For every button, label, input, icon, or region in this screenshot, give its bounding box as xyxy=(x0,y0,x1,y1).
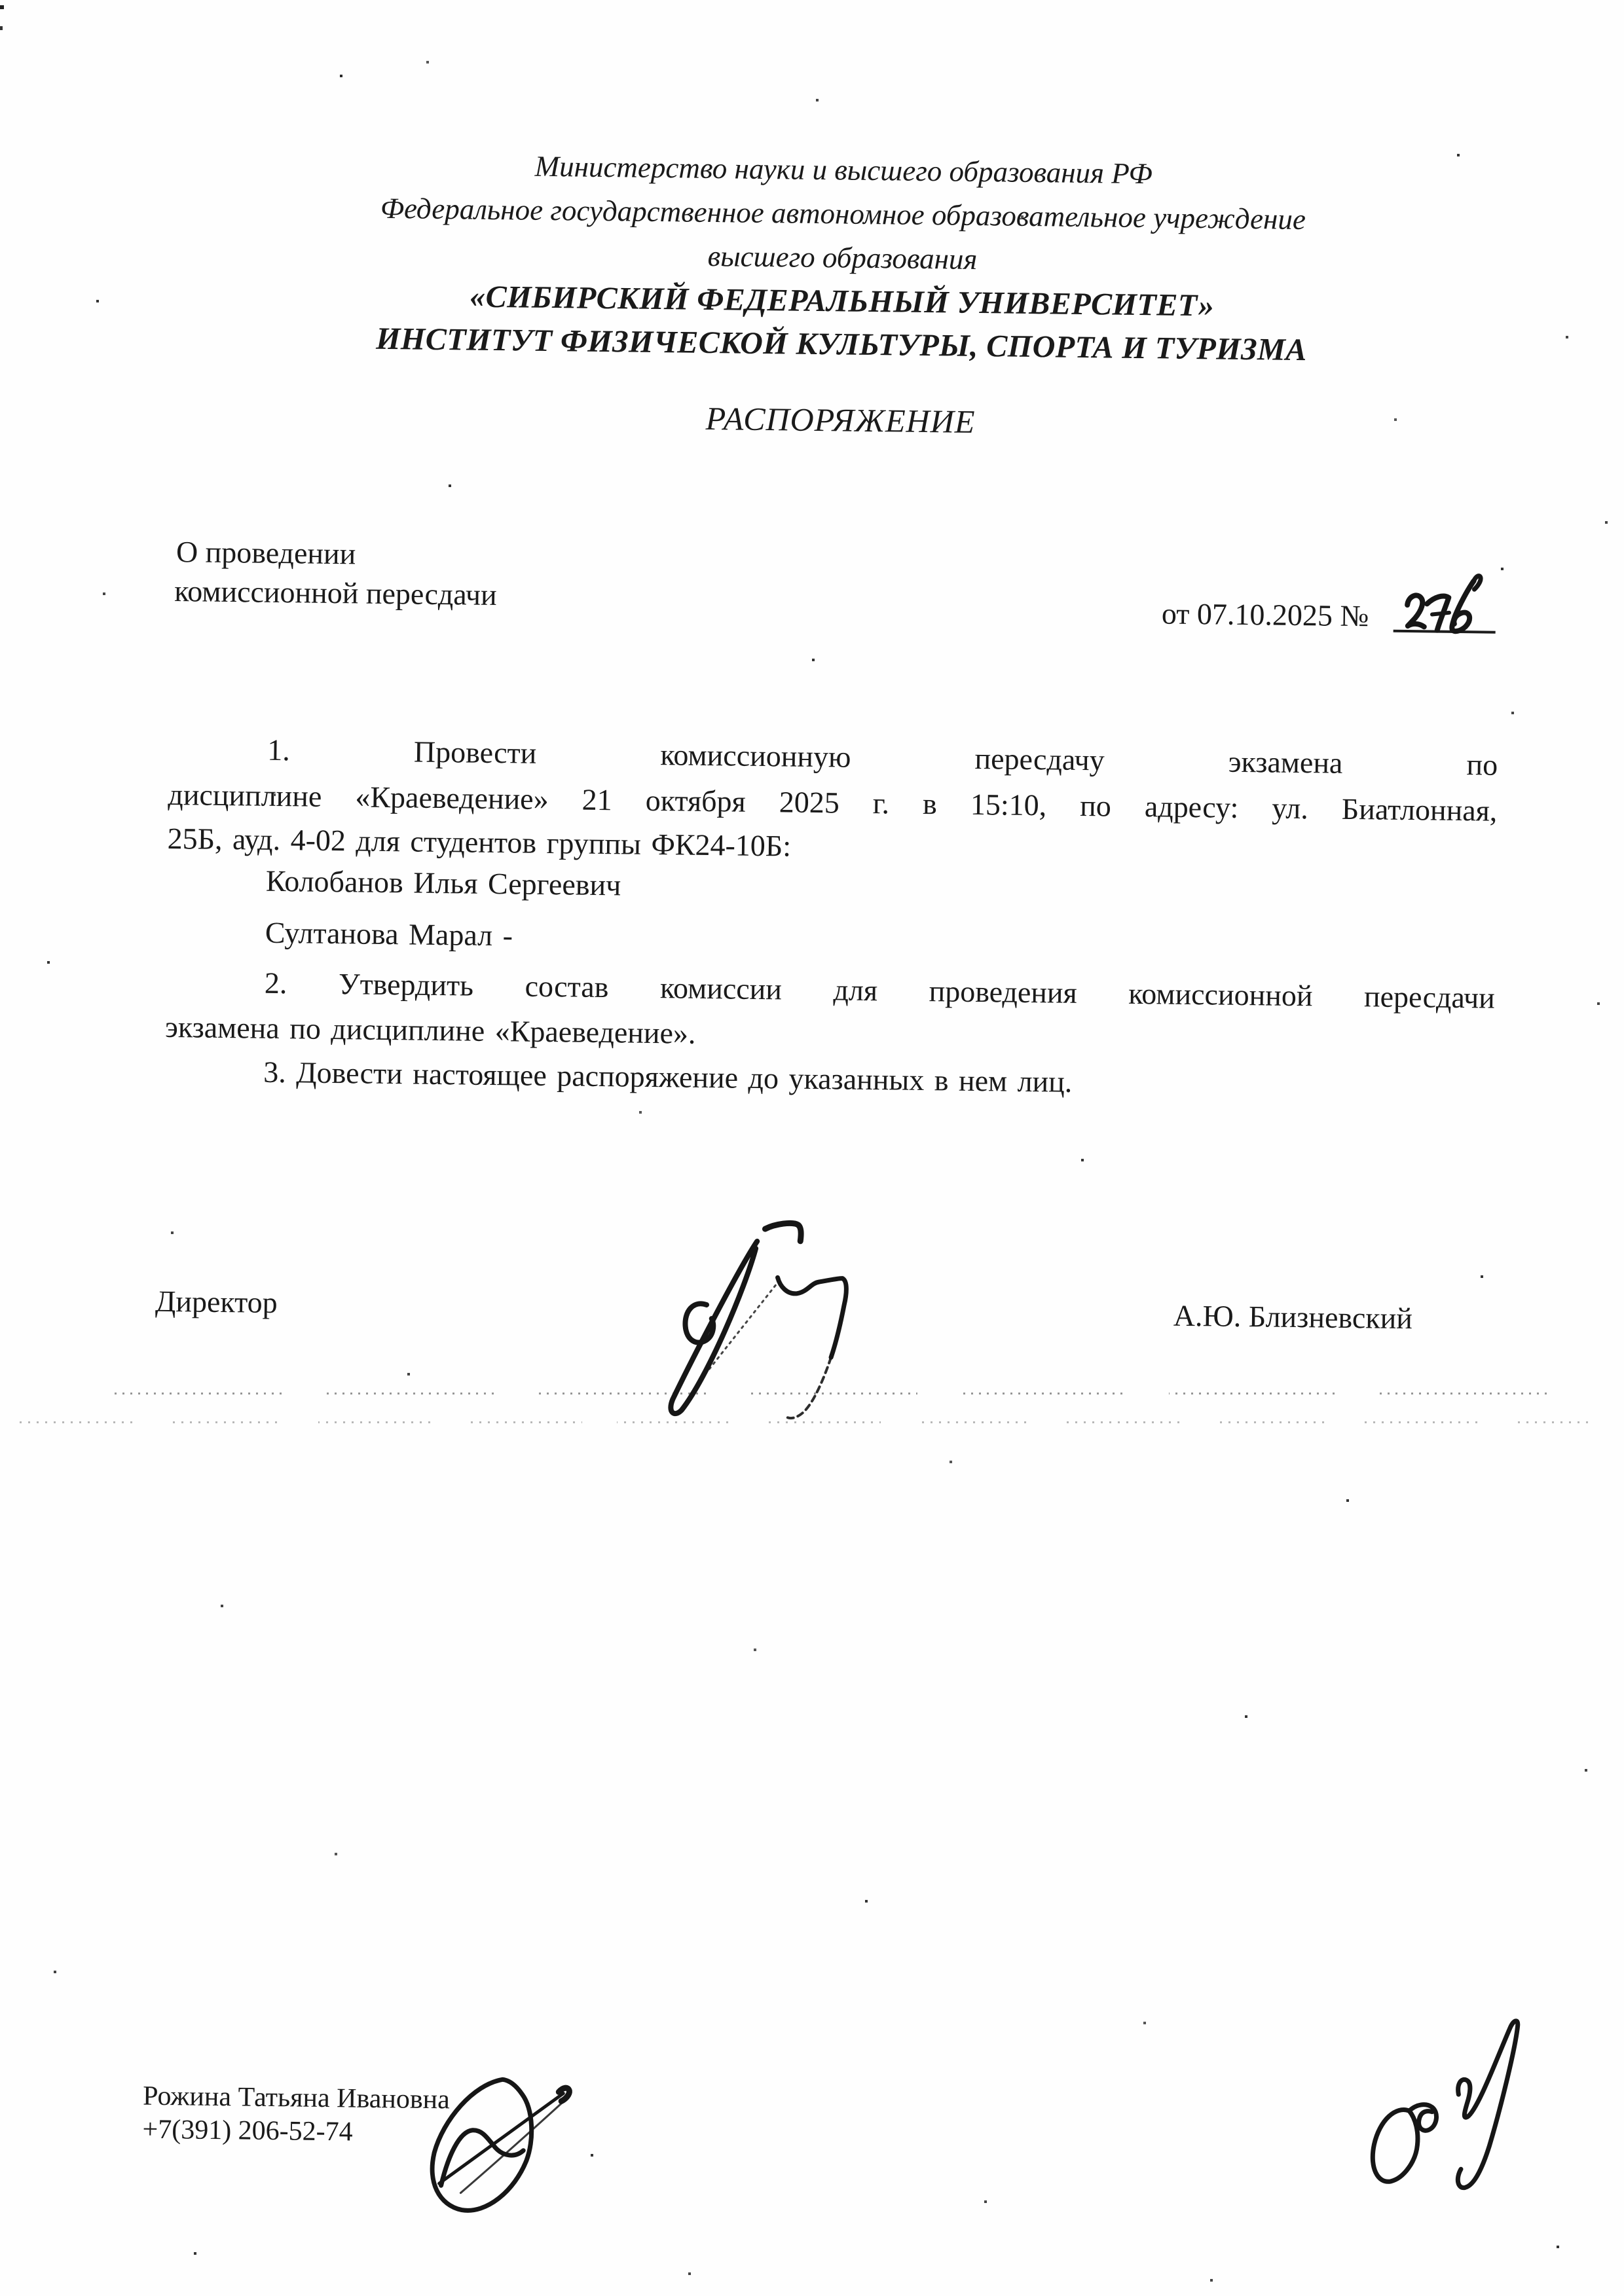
director-title: Директор xyxy=(155,1284,278,1320)
subject-line-2: комиссионной пересдачи xyxy=(174,574,497,612)
body-item1-line2: дисциплине «Краеведение» 21 октября 2025 г. в 15:10, по адресу: ул. Биатлонная, xyxy=(168,777,1498,828)
doc-type-title: РАСПОРЯЖЕНИЕ xyxy=(705,399,976,440)
institute-name: ИНСТИТУТ ФИЗИЧЕСКОЙ КУЛЬТУРЫ, СПОРТА И ТУРИЗМА xyxy=(375,321,1308,368)
ministry-line-1: Министерство науки и высшего образования РФ xyxy=(534,149,1153,191)
body-item1-line1: 1. Провести комиссионную пересдачу экзамена по xyxy=(267,733,1498,782)
university-name: «СИБИРСКИЙ ФЕДЕРАЛЬНЫЙ УНИВЕРСИТЕТ» xyxy=(469,279,1215,323)
student-name-2: Султанова Марал - xyxy=(265,915,513,953)
doc-number-handwritten xyxy=(1375,557,1572,665)
letterhead xyxy=(29,138,1624,376)
registrar-paraph-signature xyxy=(1359,2007,1525,2198)
subject-line-1: О проведении xyxy=(175,535,356,571)
director-name: А.Ю. Близневский xyxy=(1173,1298,1413,1336)
issue-date-line: от 07.10.2025 № xyxy=(1161,596,1369,633)
contact-phone: +7(391) 206-52-74 xyxy=(142,2114,353,2147)
director-signature xyxy=(644,1196,896,1448)
body-item2-line1: 2. Утвердить состав комиссии для проведения комиссионной пересдачи xyxy=(264,966,1496,1015)
scan-artifact-line-2 xyxy=(20,1421,1591,1423)
body-item2-line2: экзамена по дисциплине «Краеведение». xyxy=(164,1010,696,1050)
body-item1-line3: 25Б, ауд. 4-02 для студентов группы ФК24-10Б: xyxy=(167,821,792,863)
scan-artifact-line-1 xyxy=(115,1393,1578,1394)
ministry-line-3: высшего образования xyxy=(707,239,978,276)
scan-noise-specks xyxy=(0,0,1,1)
ministry-line-2: Федеральное государственное автономное образовательное учреждение xyxy=(380,191,1306,236)
body-item3: 3. Довести настоящее распоряжение до указанных в нем лиц. xyxy=(263,1055,1073,1099)
secretary-paraph-signature xyxy=(403,2064,581,2223)
contact-name: Рожина Татьяна Ивановна xyxy=(142,2081,451,2115)
student-name-1: Колобанов Илья Сергеевич xyxy=(265,864,621,902)
